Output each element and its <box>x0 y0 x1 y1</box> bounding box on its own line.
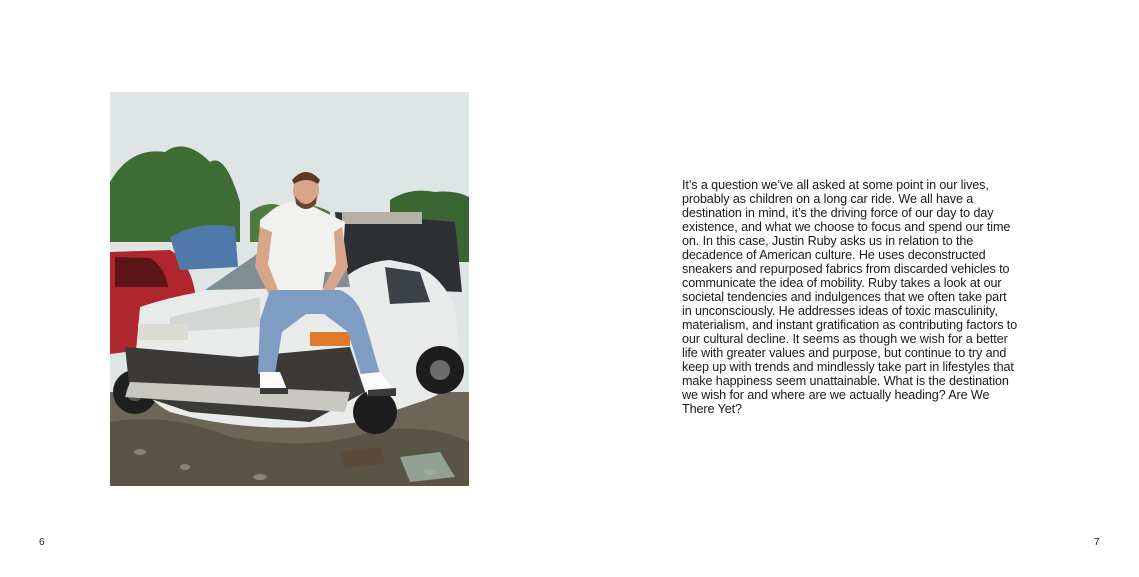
page-number-left: 6 <box>39 537 45 548</box>
page-number-right: 7 <box>1094 537 1100 548</box>
photo-man-on-wrecked-car <box>110 92 469 486</box>
body-paragraph: It’s a question we’ve all asked at some point in our lives, probably as children on a long car ride. We all have a destination in mind, it’s the driving force of our day to day existence, and what we choose to focus and spend our time on. In this case, Justin Ruby asks us in relation to the decadence of American culture. He uses deconstructed sneakers and repurposed fabrics from discarded vehicles to communicate the idea of mobility. Ruby takes a look at our societal tendencies and indulgences that we often take part in unconsciously. He addresses ideas of toxic masculinity, materialism, and instant gratification as contributing factors to our cultural decline. It seems as though we wish for a better life with greater values and purpose, but continue to try and keep up with trends and mindlessly take part in lifestyles that make happiness seem unattainable. What is the destination we wish for and where are we actually heading? Are We There Yet? <box>682 178 1018 416</box>
